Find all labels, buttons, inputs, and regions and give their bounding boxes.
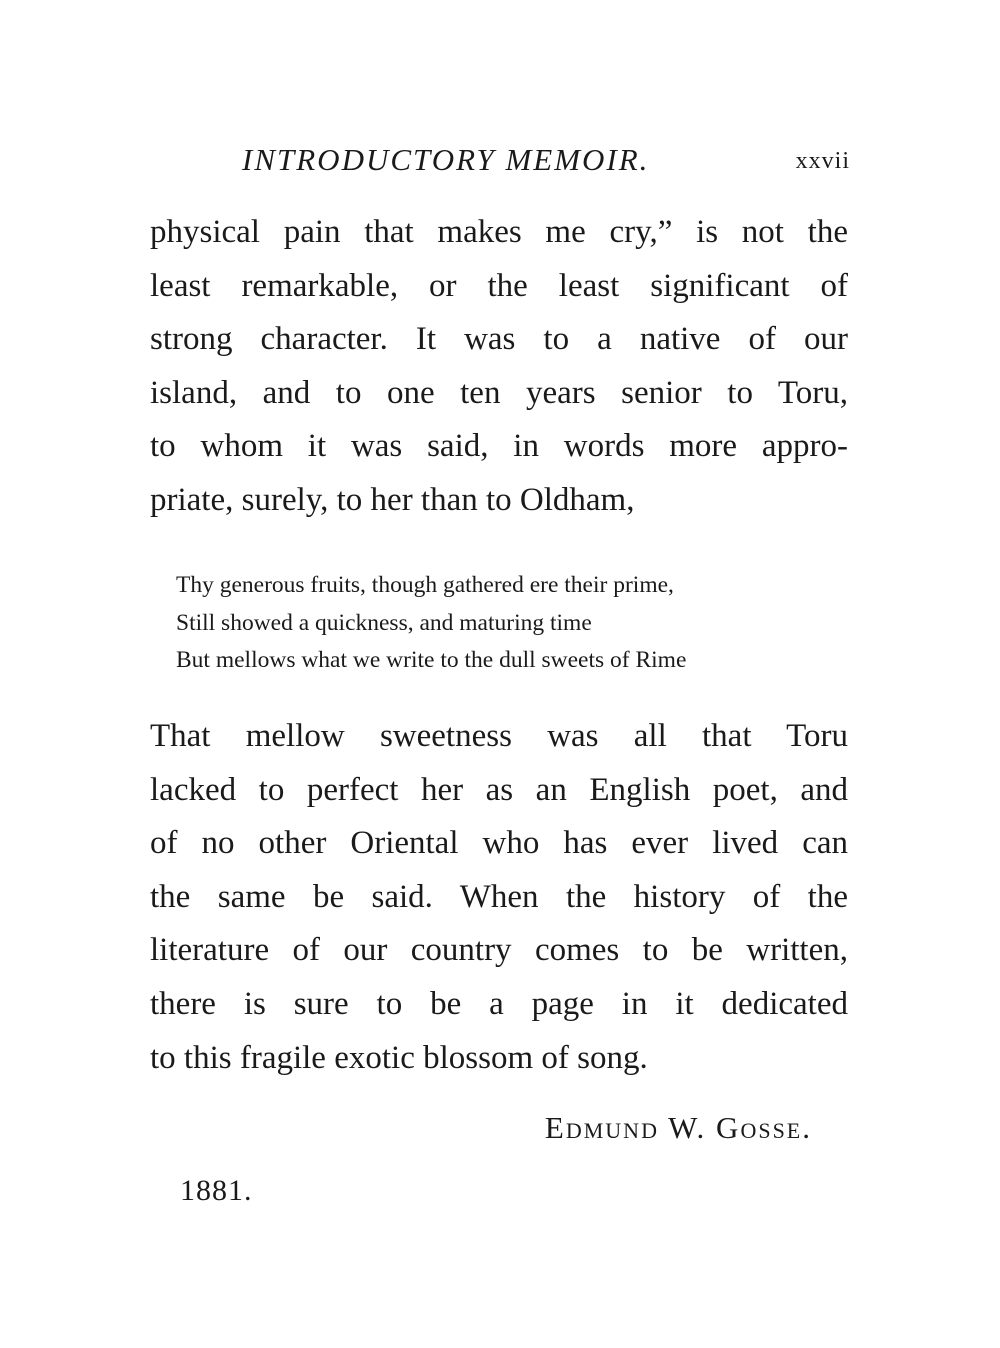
author-signature: Edmund W. Gosse. [544, 1110, 812, 1145]
paragraph-line: lacked to perfect her as an English poet, and [150, 771, 848, 808]
paragraph-line: priate, surely, to her than to Oldham, [150, 481, 635, 518]
verse-line: But mellows what we write to the dull sweets of Rime [176, 647, 687, 673]
paragraph-line: of no other Oriental who has ever lived can [150, 825, 848, 862]
paragraph-line: physical pain that makes me cry,” is not the [150, 214, 848, 250]
running-head [150, 142, 850, 186]
paragraph-line: to whom it was said, in words more appro- [150, 428, 848, 465]
paragraph-line: the same be said. When the history of the [150, 878, 848, 915]
verse-quotation [176, 567, 826, 680]
paragraph-2 [150, 710, 848, 1085]
paragraph-line: That mellow sweetness was all that Toru [150, 718, 848, 754]
paragraph-line: least remarkable, or the least significant of [150, 267, 848, 304]
verse-line: Still showed a quickness, and maturing time [176, 609, 592, 636]
paragraph-1 [150, 206, 848, 528]
date-line: 1881. [180, 1174, 253, 1207]
paragraph-line: literature of our country comes to be written, [150, 932, 848, 969]
paragraph-line: strong character. It was to a native of our [150, 321, 848, 358]
verse-line: Thy generous fruits, though gathered ere their prime, [176, 572, 674, 598]
running-title: INTRODUCTORY MEMOIR. [242, 142, 650, 177]
paragraph-line: island, and to one ten years senior to Toru, [150, 374, 848, 411]
paragraph-line: there is sure to be a page in it dedicated [150, 985, 848, 1022]
paragraph-line: to this fragile exotic blossom of song. [150, 1039, 648, 1076]
page-number: xxvii [795, 148, 850, 174]
